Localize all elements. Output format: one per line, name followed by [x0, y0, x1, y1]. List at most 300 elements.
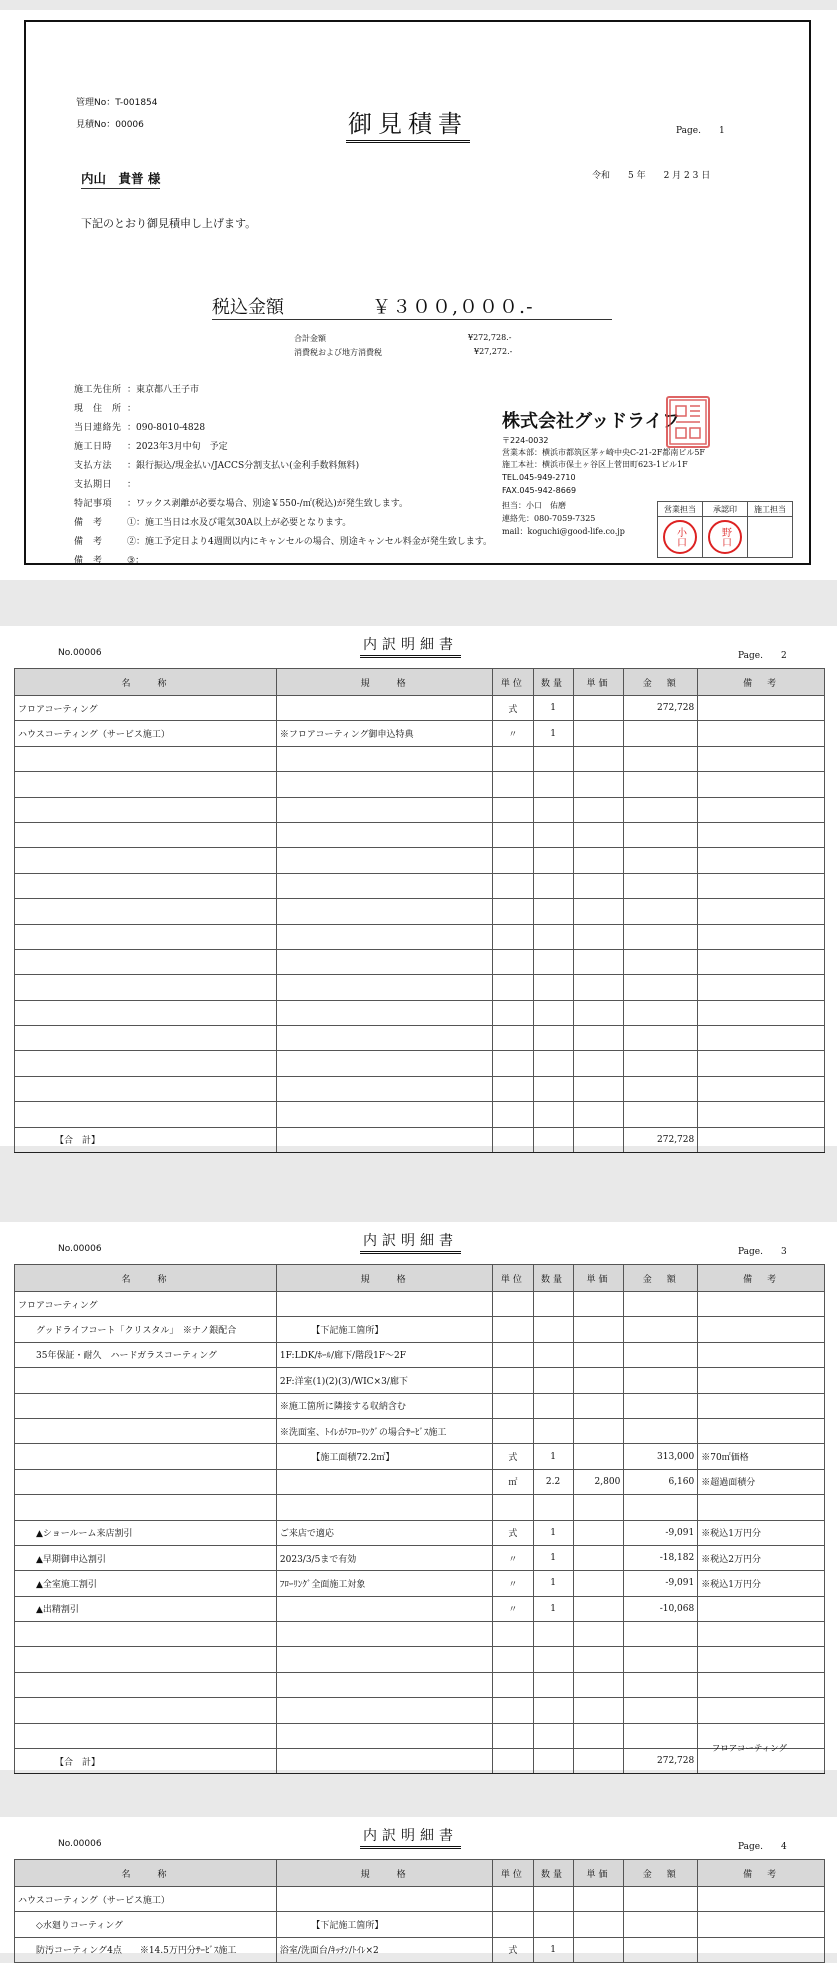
- table-cell: [573, 772, 624, 797]
- condition-value: ①：施工当日は水及び電気30A以上が必要となります。: [127, 518, 352, 528]
- table-cell: [573, 1912, 624, 1937]
- table-cell: [276, 1026, 492, 1051]
- table-row: [15, 975, 825, 1000]
- table-cell: [698, 873, 825, 898]
- table-cell: [15, 797, 277, 822]
- table-cell: [493, 1698, 533, 1723]
- table-cell: [15, 1444, 277, 1469]
- table-cell: [573, 1127, 624, 1152]
- condition-value: ：銀行振込/現金払い/JACCS分割支払い(金利手数料無料): [127, 461, 360, 471]
- table-cell: [624, 1076, 698, 1101]
- table-cell: [533, 1749, 573, 1774]
- hanko-header-construction: 施工担当: [748, 502, 793, 517]
- table-cell: [698, 1672, 825, 1697]
- page-title: 御見積書: [346, 104, 470, 143]
- table-row: [15, 1912, 825, 1937]
- condition-label: 当日連絡先: [74, 423, 122, 433]
- table-cell: [573, 1749, 624, 1774]
- table-cell: [573, 1102, 624, 1127]
- detail-number: No.00006: [58, 1244, 102, 1254]
- table-row: [15, 1444, 825, 1469]
- table-row: [15, 1571, 825, 1596]
- table-row: [15, 1317, 825, 1342]
- column-header: 単価: [573, 1265, 624, 1292]
- table-cell: [624, 1418, 698, 1443]
- table-header-row: [15, 669, 825, 696]
- table-cell: [573, 1495, 624, 1520]
- table-cell: [493, 1393, 533, 1418]
- total-amount-line: [212, 291, 612, 320]
- condition-label: 支払方法: [74, 461, 113, 471]
- table-cell: 〃: [493, 1596, 533, 1621]
- sales-person: 担当：小口 佑磨: [502, 501, 566, 510]
- column-header: 単価: [573, 1860, 624, 1887]
- table-cell: [493, 797, 533, 822]
- table-cell: 1: [533, 1937, 573, 1962]
- table-cell: [624, 873, 698, 898]
- table-cell: [698, 1368, 825, 1393]
- table-cell: [624, 1672, 698, 1697]
- table-cell: [15, 1495, 277, 1520]
- column-header: 単価: [573, 669, 624, 696]
- company-zip: 〒224-0032: [502, 436, 549, 445]
- company-tel: TEL.045-949-2710: [502, 473, 576, 482]
- table-cell: [493, 1076, 533, 1101]
- table-row: [15, 1937, 825, 1962]
- hanko-header-sales: 営業担当: [658, 502, 703, 517]
- table-cell: [624, 1912, 698, 1937]
- table-cell: 〃: [493, 721, 533, 746]
- table-cell: [276, 1292, 492, 1317]
- table-cell: [276, 1698, 492, 1723]
- hanko-cell-approval: [703, 517, 748, 558]
- table-cell: [573, 1647, 624, 1672]
- table-cell: [493, 949, 533, 974]
- table-cell: [573, 1571, 624, 1596]
- table-row: [15, 1102, 825, 1127]
- subtotal-label: 合計金額: [294, 334, 326, 343]
- table-cell: 【施工面積72.2㎡】: [276, 1444, 492, 1469]
- table-cell: [624, 899, 698, 924]
- table-cell: [276, 1647, 492, 1672]
- table-cell: [573, 848, 624, 873]
- table-row: [15, 1672, 825, 1697]
- table-cell: [276, 924, 492, 949]
- table-cell: [698, 1887, 825, 1912]
- table-row: [15, 1368, 825, 1393]
- table-cell: 【下記施工箇所】: [276, 1317, 492, 1342]
- table-cell: [624, 746, 698, 771]
- table-row: [15, 1698, 825, 1723]
- table-cell: [573, 1051, 624, 1076]
- hanko-header-approval: 承認印: [703, 502, 748, 517]
- table-cell: 防汚コーティング4点 ※14.5万円分ｻｰﾋﾞｽ施工: [15, 1937, 277, 1962]
- table-cell: [624, 1887, 698, 1912]
- table-cell: [276, 746, 492, 771]
- tax-value: ¥27,272.-: [474, 347, 513, 356]
- condition-label: 特記事項: [74, 499, 113, 509]
- hanko-cell-construction: [748, 517, 793, 558]
- table-cell: [698, 797, 825, 822]
- table-cell: [573, 1000, 624, 1025]
- table-cell: [624, 1622, 698, 1647]
- table-cell: 浴室/洗面台/ｷｯﾁﾝ/ﾄｲﾚ×2: [276, 1937, 492, 1962]
- table-row: [15, 696, 825, 721]
- table-cell: 1: [533, 1444, 573, 1469]
- table-cell: [533, 822, 573, 847]
- table-cell: [698, 746, 825, 771]
- table-cell: [15, 1102, 277, 1127]
- table-cell: 1: [533, 721, 573, 746]
- table-cell: [493, 1368, 533, 1393]
- table-cell: [15, 949, 277, 974]
- table-cell: [533, 848, 573, 873]
- table-cell: -10,068: [624, 1596, 698, 1621]
- column-header: 備 考: [698, 669, 825, 696]
- table-cell: [493, 1647, 533, 1672]
- table-row: [15, 1393, 825, 1418]
- condition-row: [74, 382, 199, 395]
- table-cell: [698, 1127, 825, 1152]
- table-cell: ※税込2万円分: [698, 1545, 825, 1570]
- table-cell: [15, 1672, 277, 1697]
- table-cell: [533, 1102, 573, 1127]
- table-cell: [493, 1887, 533, 1912]
- table-cell: [493, 899, 533, 924]
- column-header: 数量: [533, 669, 573, 696]
- table-cell: [15, 848, 277, 873]
- table-cell: [493, 1051, 533, 1076]
- table-cell: [276, 696, 492, 721]
- table-cell: [15, 1000, 277, 1025]
- column-header: 単位: [493, 1265, 533, 1292]
- table-cell: [276, 1723, 492, 1748]
- table-cell: 1: [533, 1571, 573, 1596]
- table-cell: [15, 772, 277, 797]
- table-cell: [493, 1495, 533, 1520]
- table-cell: [698, 1647, 825, 1672]
- table-cell: [698, 1342, 825, 1367]
- table-cell: ㎡: [493, 1469, 533, 1494]
- table-row: [15, 1723, 825, 1748]
- table-cell: [624, 772, 698, 797]
- table-row: [15, 1469, 825, 1494]
- table-cell: [624, 1393, 698, 1418]
- table-cell: [493, 1622, 533, 1647]
- table-cell: [276, 1051, 492, 1076]
- table-cell: [698, 848, 825, 873]
- table-cell: [493, 772, 533, 797]
- table-cell: [15, 975, 277, 1000]
- column-header: 単位: [493, 1860, 533, 1887]
- table-row: [15, 873, 825, 898]
- column-header: 単位: [493, 669, 533, 696]
- table-cell: [276, 848, 492, 873]
- table-cell: [698, 949, 825, 974]
- table-cell: 1: [533, 1596, 573, 1621]
- table-cell: [624, 1647, 698, 1672]
- table-cell: [533, 1418, 573, 1443]
- condition-label: 施工先住所: [74, 385, 122, 395]
- condition-row: [74, 553, 144, 566]
- table-cell: ※洗面室、ﾄｲﾚがﾌﾛｰﾘﾝｸﾞの場合ｻｰﾋﾞｽ施工: [276, 1418, 492, 1443]
- table-cell: フロアコーティング: [15, 1292, 277, 1317]
- table-cell: [573, 1076, 624, 1101]
- table-row: [15, 1622, 825, 1647]
- table-cell: [624, 949, 698, 974]
- table-cell: [533, 1076, 573, 1101]
- table-cell: [276, 1127, 492, 1152]
- table-cell: [573, 1342, 624, 1367]
- condition-row: [74, 420, 205, 433]
- column-header: 規 格: [276, 669, 492, 696]
- table-cell: [698, 1102, 825, 1127]
- table-cell: [624, 1102, 698, 1127]
- detail-table: [14, 1859, 825, 1963]
- column-header: 金 額: [624, 1860, 698, 1887]
- condition-value: ③：: [127, 556, 145, 566]
- table-cell: -18,182: [624, 1545, 698, 1570]
- column-header: 数量: [533, 1860, 573, 1887]
- table-row: [15, 746, 825, 771]
- table-cell: [15, 1418, 277, 1443]
- table-cell: [573, 1723, 624, 1748]
- table-row: [15, 1026, 825, 1051]
- column-header: 備 考: [698, 1860, 825, 1887]
- table-cell: 2F:洋室(1)(2)(3)/WIC×3/廊下: [276, 1368, 492, 1393]
- table-cell: [573, 1672, 624, 1697]
- table-row: [15, 1520, 825, 1545]
- hanko-stamp-approval: 野口: [708, 520, 742, 554]
- table-cell: [15, 1368, 277, 1393]
- table-cell: [533, 924, 573, 949]
- table-cell: [698, 975, 825, 1000]
- table-cell: [698, 1622, 825, 1647]
- table-cell: グッドライフコート「クリスタル」 ※ナノ銀配合: [15, 1317, 277, 1342]
- table-cell: [698, 696, 825, 721]
- column-header: 金 額: [624, 1265, 698, 1292]
- table-cell: -9,091: [624, 1520, 698, 1545]
- table-cell: [624, 975, 698, 1000]
- table-cell: [493, 1000, 533, 1025]
- condition-value: ②：施工予定日より4週間以内にキャンセルの場合、別途キャンセル料金が発生致します。: [127, 537, 493, 547]
- table-cell: [624, 1495, 698, 1520]
- table-cell: [698, 1000, 825, 1025]
- tax-included-amount: ￥３００,０００.-: [372, 296, 534, 318]
- condition-value: ：: [127, 480, 137, 490]
- table-cell: [276, 1076, 492, 1101]
- table-cell: [276, 1887, 492, 1912]
- table-cell: [493, 873, 533, 898]
- estimate-page-1: [0, 10, 837, 580]
- table-cell: [698, 1937, 825, 1962]
- table-cell: [276, 1672, 492, 1697]
- table-cell: ▲全室施工割引: [15, 1571, 277, 1596]
- table-cell: [698, 1393, 825, 1418]
- condition-label: 現 住 所: [74, 404, 122, 414]
- total-row: [15, 1127, 825, 1152]
- table-row: [15, 899, 825, 924]
- table-cell: 35年保証・耐久 ハードガラスコーティング: [15, 1342, 277, 1367]
- table-cell: [493, 1723, 533, 1748]
- condition-label: 備 考: [74, 556, 103, 566]
- table-cell: [573, 924, 624, 949]
- detail-title: 内訳明細書: [360, 1230, 461, 1254]
- total-amount: 272,728: [624, 1127, 698, 1152]
- condition-value: ：2023年3月中旬 予定: [127, 442, 228, 452]
- condition-row: [74, 477, 136, 490]
- approval-stamp-table: [657, 501, 793, 558]
- table-row: [15, 1000, 825, 1025]
- table-cell: [276, 1000, 492, 1025]
- table-cell: [15, 1698, 277, 1723]
- company-name: 株式会社グッドライフ: [502, 411, 681, 432]
- table-cell: [624, 1000, 698, 1025]
- table-cell: [698, 1596, 825, 1621]
- column-header: 数量: [533, 1265, 573, 1292]
- table-cell: [573, 1698, 624, 1723]
- table-cell: ▲出精割引: [15, 1596, 277, 1621]
- table-row: [15, 772, 825, 797]
- total-row: [15, 1749, 825, 1774]
- detail-page-2: [0, 626, 837, 1146]
- table-cell: [698, 1026, 825, 1051]
- detail-table: [14, 668, 825, 1153]
- table-cell: [624, 721, 698, 746]
- table-cell: [533, 1368, 573, 1393]
- table-cell: [533, 772, 573, 797]
- table-row: [15, 1887, 825, 1912]
- table-cell: [276, 772, 492, 797]
- table-cell: [698, 1495, 825, 1520]
- table-cell: [698, 1076, 825, 1101]
- table-cell: [533, 1647, 573, 1672]
- table-cell: 2.2: [533, 1469, 573, 1494]
- table-cell: [698, 1317, 825, 1342]
- table-cell: ﾌﾛｰﾘﾝｸﾞ全面施工対象: [276, 1571, 492, 1596]
- condition-label: 備 考: [74, 518, 103, 528]
- table-cell: [533, 1495, 573, 1520]
- table-cell: [15, 1026, 277, 1051]
- table-cell: [573, 1393, 624, 1418]
- table-header-row: [15, 1265, 825, 1292]
- detail-title: 内訳明細書: [360, 1825, 461, 1849]
- table-cell: [493, 1026, 533, 1051]
- table-cell: [276, 797, 492, 822]
- table-cell: 1F:LDK/ﾎｰﾙ/廊下/階段1F～2F: [276, 1342, 492, 1367]
- table-row: [15, 1647, 825, 1672]
- table-cell: [533, 949, 573, 974]
- table-row: [15, 848, 825, 873]
- table-cell: [533, 1912, 573, 1937]
- customer-name: 内山 貴普 様: [81, 169, 160, 189]
- condition-row: [74, 515, 351, 528]
- table-cell: 272,728: [624, 696, 698, 721]
- table-cell: [276, 1749, 492, 1774]
- table-cell: ご来店で適応: [276, 1520, 492, 1545]
- column-header: 規 格: [276, 1265, 492, 1292]
- table-cell: [573, 1596, 624, 1621]
- table-cell: [15, 822, 277, 847]
- table-cell: [493, 746, 533, 771]
- table-cell: [276, 1622, 492, 1647]
- table-cell: [533, 1051, 573, 1076]
- table-cell: [533, 797, 573, 822]
- greeting-text: 下記のとおり御見積申し上げます。: [81, 217, 257, 230]
- company-branch-address: 施工本社：横浜市保土ヶ谷区上菅田町623-1ビル1F: [502, 460, 688, 469]
- table-cell: [276, 1102, 492, 1127]
- condition-row: [74, 401, 136, 414]
- page-number: Page. 1: [676, 126, 725, 136]
- detail-title: 内訳明細書: [360, 634, 461, 658]
- table-cell: -9,091: [624, 1571, 698, 1596]
- table-cell: [698, 772, 825, 797]
- detail-number: No.00006: [58, 1839, 102, 1849]
- table-cell: 式: [493, 696, 533, 721]
- condition-value: ：090-8010-4828: [127, 423, 206, 433]
- table-cell: [624, 1937, 698, 1962]
- table-cell: [276, 949, 492, 974]
- table-cell: [698, 1418, 825, 1443]
- table-cell: [533, 1887, 573, 1912]
- table-cell: [624, 1292, 698, 1317]
- table-cell: [573, 1622, 624, 1647]
- table-cell: [493, 1292, 533, 1317]
- table-cell: [493, 1672, 533, 1697]
- table-row: [15, 1418, 825, 1443]
- table-cell: 2,800: [573, 1469, 624, 1494]
- table-cell: [276, 975, 492, 1000]
- table-cell: [624, 1317, 698, 1342]
- table-cell: [493, 1342, 533, 1367]
- table-row: [15, 721, 825, 746]
- column-header: 名 称: [15, 1265, 277, 1292]
- table-cell: [493, 1749, 533, 1774]
- table-cell: [533, 1342, 573, 1367]
- table-cell: [533, 1317, 573, 1342]
- estimate-frame: [24, 20, 811, 565]
- sales-contact: 連絡先：080-7059-7325: [502, 514, 596, 523]
- table-cell: [533, 1393, 573, 1418]
- table-cell: [573, 1317, 624, 1342]
- column-header: 規 格: [276, 1860, 492, 1887]
- table-cell: ハウスコーティング（サービス施工）: [15, 1887, 277, 1912]
- table-cell: [698, 899, 825, 924]
- table-cell: [624, 848, 698, 873]
- table-cell: 313,000: [624, 1444, 698, 1469]
- table-row: [15, 1292, 825, 1317]
- table-cell: [493, 822, 533, 847]
- table-cell: [573, 899, 624, 924]
- table-cell: 式: [493, 1937, 533, 1962]
- company-hq-address: 営業本部：横浜市都筑区茅ヶ崎中央C-21-2F都南ビル5F: [502, 448, 705, 457]
- page-number: Page. 4: [738, 1842, 787, 1852]
- condition-row: [74, 458, 359, 471]
- table-cell: [573, 822, 624, 847]
- issue-date: 令和 5 年 2 月 2 3 日: [592, 171, 711, 181]
- table-cell: [533, 1672, 573, 1697]
- table-cell: [493, 1418, 533, 1443]
- table-row: [15, 1051, 825, 1076]
- table-row: [15, 1545, 825, 1570]
- table-cell: [493, 848, 533, 873]
- table-cell: [624, 1368, 698, 1393]
- table-cell: [276, 1469, 492, 1494]
- table-cell: 式: [493, 1444, 533, 1469]
- table-row: [15, 822, 825, 847]
- table-cell: [573, 1545, 624, 1570]
- page-footer-label: フロアコーティング: [711, 1744, 787, 1754]
